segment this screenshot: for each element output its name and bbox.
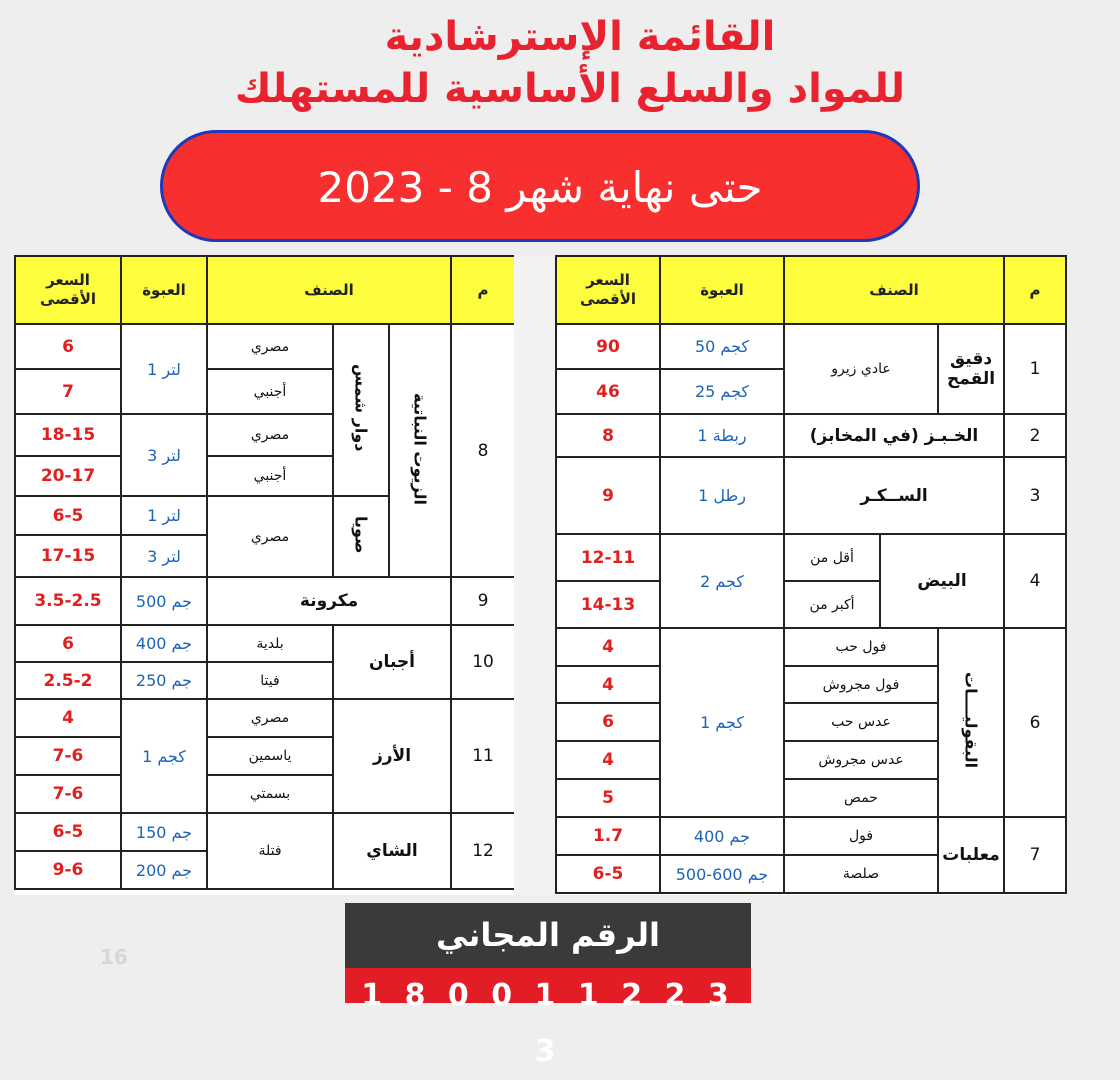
row-number: 3 <box>1004 457 1066 534</box>
sub-item-cell: فيتا <box>207 662 333 699</box>
watermark-text: 16 <box>100 945 128 969</box>
price-cell: 4 <box>15 699 121 737</box>
pack-cell: 1 كجم <box>660 628 784 817</box>
hotline-label: الرقم المجاني <box>345 903 751 968</box>
price-cell: 2.5-2 <box>15 662 121 699</box>
table-row <box>556 324 1066 369</box>
legumes-label: البقوليــــات <box>961 672 981 769</box>
table-row <box>15 625 515 662</box>
pack-cell: 150 جم <box>121 813 207 851</box>
row-number: 8 <box>451 324 515 577</box>
price-cell: 9 <box>556 457 660 534</box>
table-header-row <box>15 256 515 324</box>
table-header-row <box>556 256 1066 324</box>
pack-cell: 50 كجم <box>660 324 784 369</box>
sub-item-cell: فول حب <box>784 628 938 666</box>
panel-divider <box>514 255 555 895</box>
row-number: 11 <box>451 699 515 813</box>
sub-item-cell: عدس حب <box>784 703 938 741</box>
page-title-line2: للمواد والسلع الأساسية للمستهلك <box>234 66 906 112</box>
item-name-cell: دقيق القمح <box>938 324 1004 414</box>
price-cell: 18-15 <box>15 414 121 456</box>
sub-item-cell: ياسمين <box>207 737 333 775</box>
sub-item-cell: بلدية <box>207 625 333 662</box>
price-table-right-grid <box>555 255 1067 894</box>
header-pack: العبوة <box>121 256 207 324</box>
table-row <box>15 324 515 369</box>
pack-cell: 200 جم <box>121 851 207 889</box>
header-pack: العبوة <box>660 256 784 324</box>
item-name-cell: أجبان <box>333 625 451 699</box>
header-item: الصنف <box>784 256 1004 324</box>
row-number: 12 <box>451 813 515 889</box>
pack-cell: 1 لتر <box>121 496 207 535</box>
date-banner <box>160 130 920 242</box>
soy-cell <box>333 496 389 577</box>
price-cell: 14-13 <box>556 581 660 628</box>
pack-cell: 2 كجم <box>660 534 784 628</box>
row-number: 1 <box>1004 324 1066 414</box>
pack-cell: 500-600 جم <box>660 855 784 893</box>
pack-cell: 3 لتر <box>121 414 207 496</box>
sunflower-cell <box>333 324 389 496</box>
pack-cell: 500 جم <box>121 577 207 625</box>
price-cell: 6 <box>556 703 660 741</box>
legumes-cell <box>938 628 1004 817</box>
pack-cell: 25 كجم <box>660 369 784 414</box>
sub-item-cell: مصري <box>207 496 333 577</box>
sub-item-cell: فتلة <box>207 813 333 889</box>
table-row <box>15 577 515 625</box>
sub-item-cell: أجنبي <box>207 369 333 414</box>
sunflower-label: دوار شمس <box>351 364 371 452</box>
row-number: 6 <box>1004 628 1066 817</box>
item-name-cell: مكرونة <box>207 577 451 625</box>
price-cell: 6-5 <box>556 855 660 893</box>
header-m: م <box>451 256 515 324</box>
item-name-cell: معلبات <box>938 817 1004 893</box>
sub-item-cell: حمص <box>784 779 938 817</box>
item-name-cell: الخـبـز (في المخابز) <box>784 414 1004 457</box>
price-cell: 90 <box>556 324 660 369</box>
oils-cell <box>389 324 451 577</box>
sub-item-cell: أكبر من <box>784 581 880 628</box>
sub-item-cell: أقل من <box>784 534 880 581</box>
price-cell: 8 <box>556 414 660 457</box>
soy-label: صويا <box>351 515 371 554</box>
price-table-right <box>555 255 1065 895</box>
sub-item-cell: فول مجروش <box>784 666 938 703</box>
sub-item-cell: فول <box>784 817 938 855</box>
sub-item-cell: عدس مجروش <box>784 741 938 779</box>
price-cell: 12-11 <box>556 534 660 581</box>
hotline-number[interactable]: 1 8 0 0 1 1 2 2 3 3 <box>345 968 751 1003</box>
item-name-cell: الشاي <box>333 813 451 889</box>
price-cell: 4 <box>556 666 660 703</box>
hotline-box <box>345 903 751 1069</box>
pack-cell: 400 جم <box>660 817 784 855</box>
price-cell: 4 <box>556 628 660 666</box>
table-row <box>15 813 515 851</box>
row-number: 4 <box>1004 534 1066 628</box>
price-table-left <box>14 255 514 895</box>
header-m: م <box>1004 256 1066 324</box>
pack-cell: 1 ربطة <box>660 414 784 457</box>
date-banner-text: حتى نهاية شهر 8 - 2023 <box>317 163 763 212</box>
row-number: 7 <box>1004 817 1066 893</box>
price-cell: 9-6 <box>15 851 121 889</box>
sub-item-cell: مصري <box>207 414 333 456</box>
page-title-line1: القائمة الإسترشادية <box>384 14 776 60</box>
sub-item-cell: مصري <box>207 699 333 737</box>
table-row <box>556 457 1066 534</box>
pack-cell: 3 لتر <box>121 535 207 577</box>
header-item: الصنف <box>207 256 451 324</box>
item-name-cell: الســكـر <box>784 457 1004 534</box>
oils-label: الزيوت النباتية <box>410 392 430 505</box>
item-name-cell: الأرز <box>333 699 451 813</box>
table-row <box>556 628 1066 666</box>
pack-cell: 1 لتر <box>121 324 207 414</box>
table-row <box>556 534 1066 581</box>
sub-item-cell: أجنبي <box>207 456 333 496</box>
pack-cell: 1 كجم <box>121 699 207 813</box>
table-row <box>556 414 1066 457</box>
price-cell: 5 <box>556 779 660 817</box>
item-name-cell: البيض <box>880 534 1004 628</box>
header-price: السعر الأقصى <box>15 256 121 324</box>
price-cell: 20-17 <box>15 456 121 496</box>
price-cell: 17-15 <box>15 535 121 577</box>
row-number: 2 <box>1004 414 1066 457</box>
price-cell: 7-6 <box>15 737 121 775</box>
price-cell: 6 <box>15 625 121 662</box>
price-cell: 6-5 <box>15 813 121 851</box>
price-cell: 1.7 <box>556 817 660 855</box>
pack-cell: 250 جم <box>121 662 207 699</box>
price-cell: 7 <box>15 369 121 414</box>
price-cell: 46 <box>556 369 660 414</box>
row-number: 9 <box>451 577 515 625</box>
table-row <box>556 817 1066 855</box>
row-number: 10 <box>451 625 515 699</box>
price-cell: 3.5-2.5 <box>15 577 121 625</box>
sub-item-cell: صلصة <box>784 855 938 893</box>
sub-item-cell: عادي زيرو <box>784 324 938 414</box>
price-cell: 6-5 <box>15 496 121 535</box>
price-cell: 4 <box>556 741 660 779</box>
pack-cell: 400 جم <box>121 625 207 662</box>
price-table-left-grid <box>14 255 516 890</box>
table-row <box>15 699 515 737</box>
pack-cell: 1 رطل <box>660 457 784 534</box>
sub-item-cell: مصري <box>207 324 333 369</box>
sub-item-cell: بسمتي <box>207 775 333 813</box>
header-price: السعر الأقصى <box>556 256 660 324</box>
price-cell: 7-6 <box>15 775 121 813</box>
price-cell: 6 <box>15 324 121 369</box>
